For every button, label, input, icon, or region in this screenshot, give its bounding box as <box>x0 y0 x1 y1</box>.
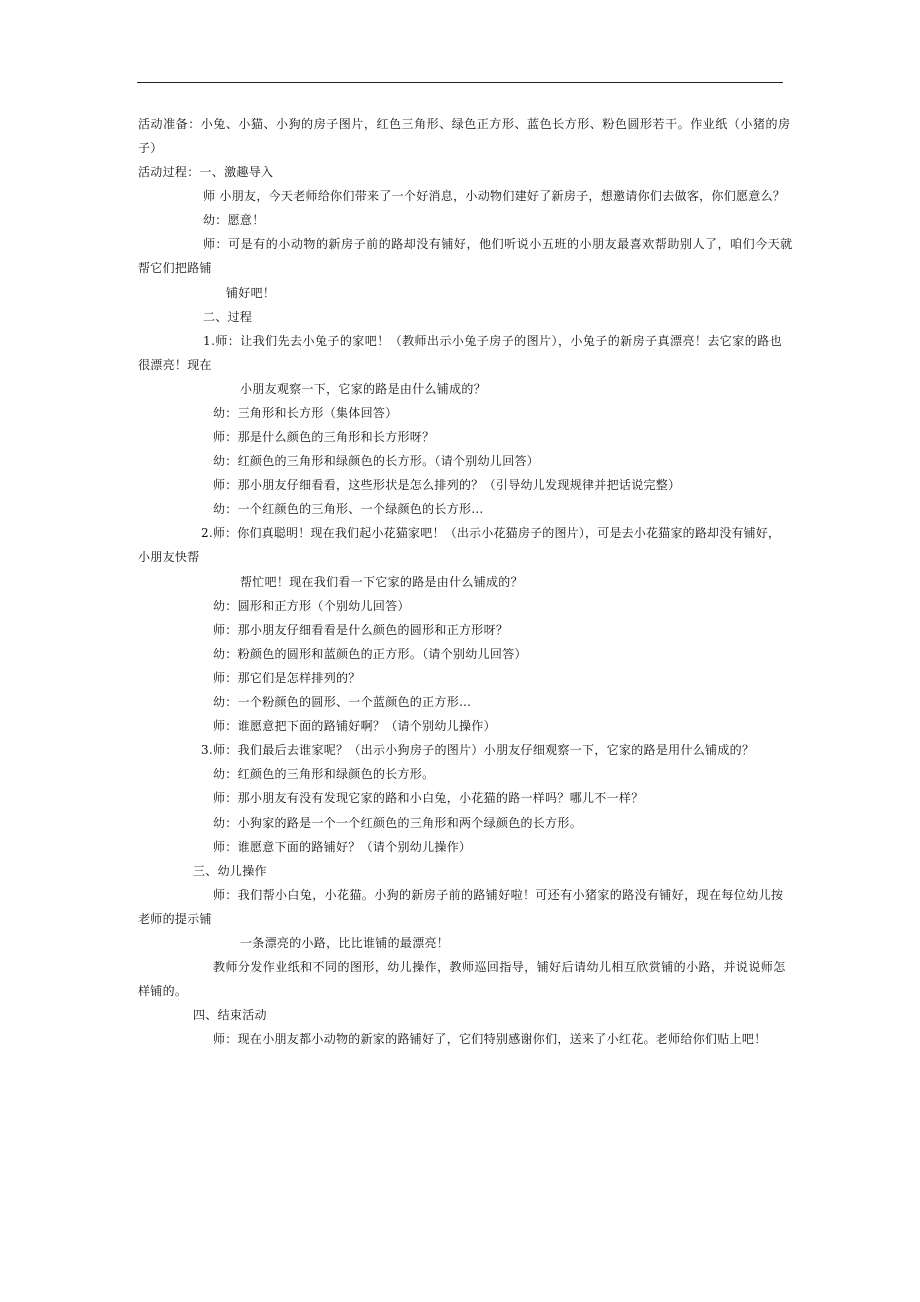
header-rule <box>137 82 783 83</box>
text-line: 师：那小朋友仔细看看，这些形状是怎么排列的？（引导幼儿发现规律并把话说完整） <box>213 478 681 492</box>
text-line: 2.师：你们真聪明！现在我们起小花猫家吧！（出示小花猫房子的图片），可是去小花猫家的路却没有铺好， <box>201 526 781 540</box>
text-line: 幼：小狗家的路是一个一个红颜色的三角形和两个绿颜色的长方形。 <box>213 816 583 830</box>
text-line: 师：那是什么颜色的三角形和长方形呀？ <box>213 430 435 444</box>
text-line: 教师分发作业纸和不同的图形，幼儿操作，教师巡回指导，铺好后请幼儿相互欣赏铺的小路，并说说师怎 <box>213 960 786 974</box>
text-line: 幼：粉颜色的圆形和蓝颜色的正方形。（请个别幼儿回答） <box>213 647 527 661</box>
text-line: 帮忙吧！现在我们看一下它家的路是由什么铺成的？ <box>240 575 523 589</box>
text-line: 活动过程：一、激趣导入 <box>138 165 274 179</box>
text-line: 幼：三角形和长方形（集体回答） <box>213 406 398 420</box>
text-line: 活动准备：小兔、小猫、小狗的房子图片，红色三角形、绿色正方形、蓝色长方形、粉色圆形若干。作业纸（小猪的房 <box>138 117 791 131</box>
text-line: 幼：一个粉颜色的圆形、一个蓝颜色的正方形… <box>213 695 472 709</box>
text-line: 1.师：让我们先去小兔子的家吧！（教师出示小兔子房子的图片），小兔子的新房子真漂亮！去它家的路也 <box>203 334 783 348</box>
text-line: 铺好吧！ <box>226 286 276 300</box>
section-heading: 四、结束活动 <box>193 1008 267 1022</box>
text-line: 小朋友快帮 <box>138 550 200 564</box>
text-line: 3.师：我们最后去谁家呢？（出示小狗房子的图片）小朋友仔细观察一下，它家的路是用什么铺成的？ <box>201 743 755 757</box>
section-heading: 三、幼儿操作 <box>193 864 267 878</box>
text-line: 师：谁愿意下面的路铺好？（请个别幼儿操作） <box>213 840 472 854</box>
text-line: 样铺的。 <box>138 984 188 998</box>
text-line: 幼：红颜色的三角形和绿颜色的长方形。 <box>213 767 435 781</box>
text-line: 师：那小朋友仔细看看是什么颜色的圆形和正方形呀？ <box>213 623 509 637</box>
text-line: 师：那它们是怎样排列的？ <box>213 671 361 685</box>
text-line: 师：谁愿意把下面的路铺好啊？（请个别幼儿操作） <box>213 719 496 733</box>
text-line: 幼：愿意！ <box>203 213 265 227</box>
text-line: 帮它们把路铺 <box>138 261 212 275</box>
section-heading: 二、过程 <box>203 310 253 324</box>
text-line: 幼：圆形和正方形（个别幼儿回答） <box>213 599 410 613</box>
text-line: 师：我们帮小白兔，小花猫。小狗的新房子前的路铺好啦！可还有小猪家的路没有铺好，现在每位幼儿按 <box>213 888 784 902</box>
text-line: 很漂亮！现在 <box>138 358 212 372</box>
text-line: 幼：一个红颜色的三角形、一个绿颜色的长方形… <box>213 502 484 516</box>
text-line: 幼：红颜色的三角形和绿颜色的长方形。（请个别幼儿回答） <box>213 454 540 468</box>
text-line: 师：可是有的小动物的新房子前的路却没有铺好，他们听说小五班的小朋友最喜欢帮助别人了，咱们今天就 <box>203 237 793 251</box>
text-line: 师 小朋友，今天老师给你们带来了一个好消息，小动物们建好了新房子，想邀请你们去做客，你们愿意么？ <box>203 189 786 203</box>
text-line: 小朋友观察一下，它家的路是由什么铺成的？ <box>240 382 487 396</box>
text-line: 师：那小朋友有没有发现它家的路和小白兔，小花猫的路一样吗？哪儿不一样？ <box>213 791 644 805</box>
text-line: 师：现在小朋友都小动物的新家的路铺好了，它们特别感谢你们，送来了小红花。老师给你们贴上吧！ <box>213 1032 767 1046</box>
text-line: 子） <box>138 141 163 155</box>
text-line: 一条漂亮的小路，比比谁铺的最漂亮！ <box>240 936 450 950</box>
text-line: 老师的提示铺 <box>138 912 212 926</box>
